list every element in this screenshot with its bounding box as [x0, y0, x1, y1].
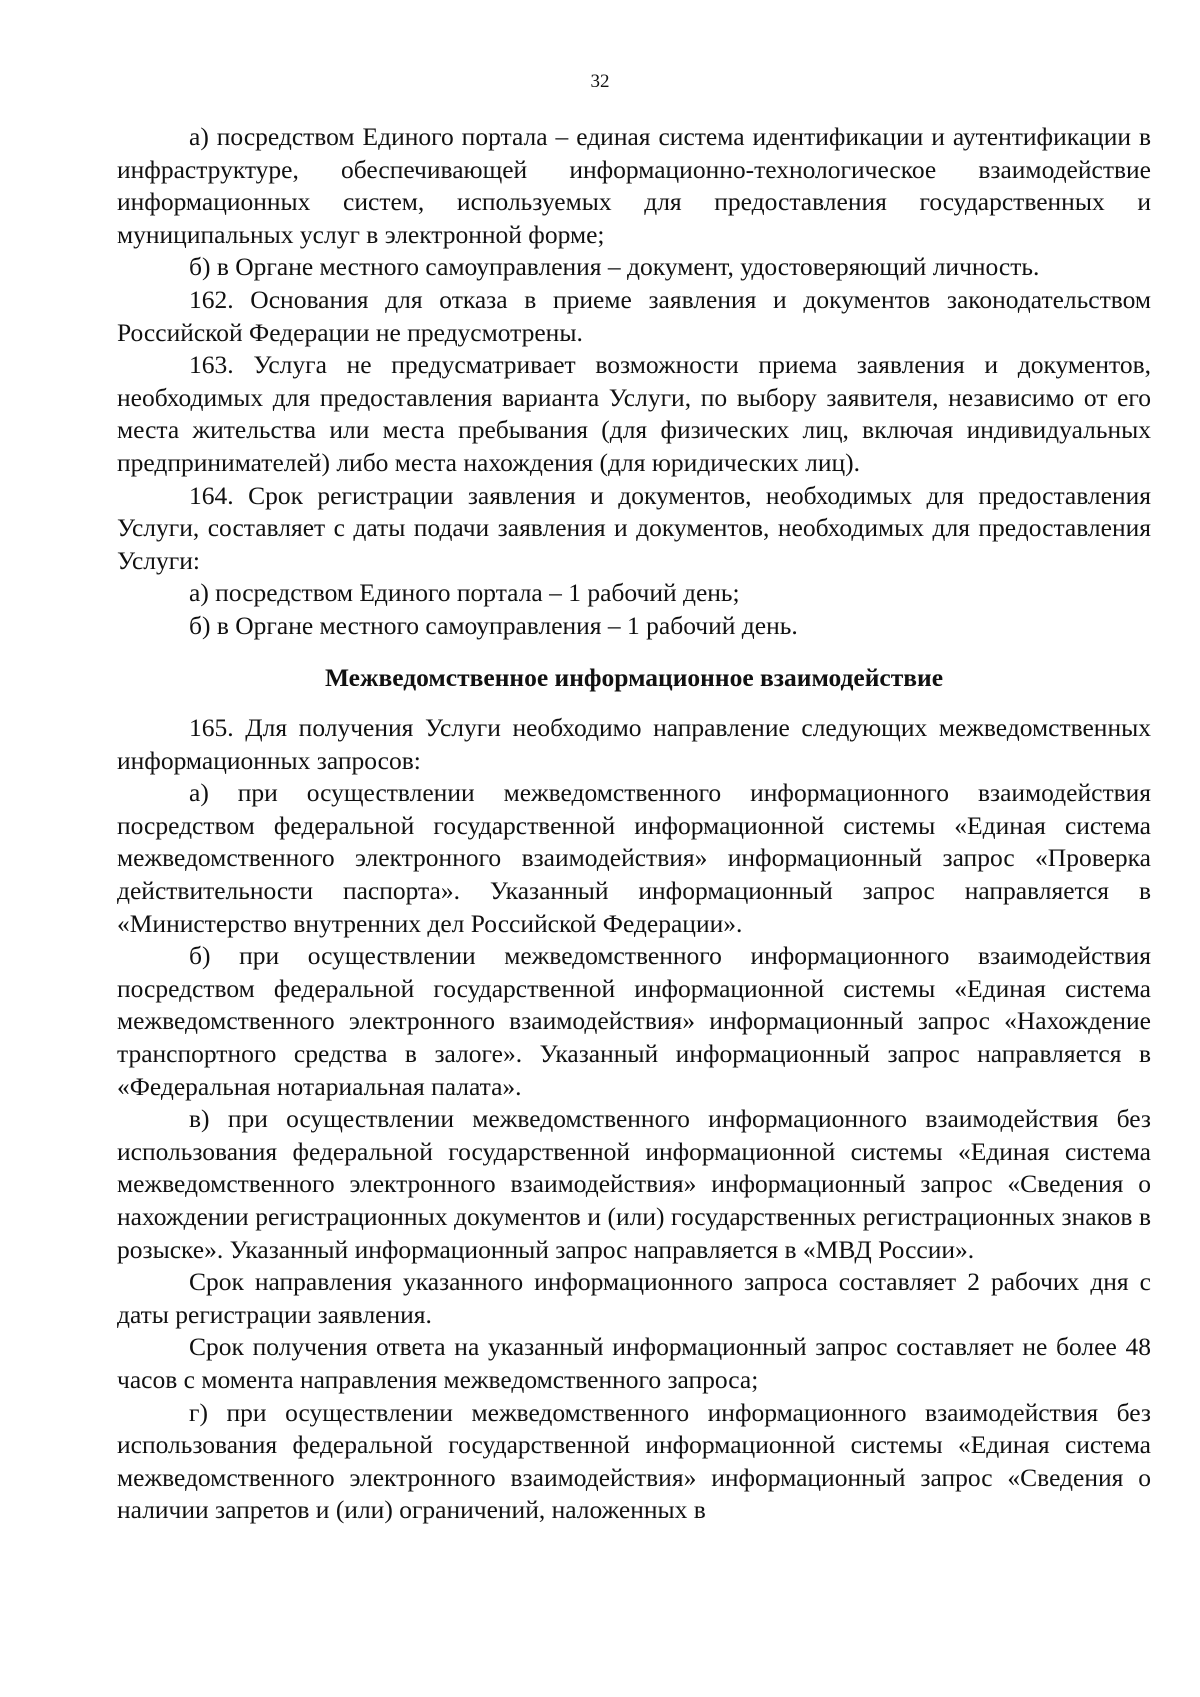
page-number: 32	[590, 71, 610, 92]
paragraph: Срок направления указанного информационного запроса составляет 2 рабочих дня с даты регистрации заявления.	[117, 1267, 1151, 1329]
paragraph: в) при осуществлении межведомственного информационного взаимодействия без использования федеральной государственной информационной системы «Единая система межведомственного электронного взаимодействия» информационный запрос «Сведения о нахождении регистрационных документов и (или) государственных регистрационных знаков в розыске». Указанный информационный запрос направляется в «МВД России».	[117, 1104, 1151, 1264]
paragraph: г) при осуществлении межведомственного информационного взаимодействия без использования федеральной государственной информационной системы «Единая система межведомственного электронного взаимодействия» информационный запрос «Сведения о наличии запретов и (или) ограничений, наложенных в	[117, 1397, 1151, 1525]
document-body	[117, 121, 1151, 1527]
paragraph: а) при осуществлении межведомственного информационного взаимодействия посредством федеральной государственной информационной системы «Единая система межведомственного электронного взаимодействия» информационный запрос «Проверка действительности паспорта». Указанный информационный запрос направляется в «Министерство внутренних дел Российской Федерации».	[117, 778, 1151, 938]
paragraph: а) посредством Единого портала – 1 рабочий день;	[189, 578, 740, 608]
paragraph: 165. Для получения Услуги необходимо направление следующих межведомственных информационных запросов:	[117, 713, 1151, 775]
paragraph: б) в Органе местного самоуправления – 1 рабочий день.	[189, 610, 798, 640]
paragraph: б) в Органе местного самоуправления – документ, удостоверяющий личность.	[189, 252, 1040, 282]
paragraph: а) посредством Единого портала – единая система идентификации и аутентификации в инфраструктуре, обеспечивающей информационно-технологическое взаимодействие информационных систем, используемых для предоставления государственных и муниципальных услуг в электронной форме;	[117, 122, 1151, 249]
paragraph: б) при осуществлении межведомственного информационного взаимодействия посредством федеральной государственной информационной системы «Единая система межведомственного электронного взаимодействия» информационный запрос «Нахождение транспортного средства в залоге». Указанный информационный запрос направляется в «Федеральная нотариальная палата».	[117, 941, 1151, 1101]
paragraph: 163. Услуга не предусматривает возможности приема заявления и документов, необходимых для предоставления варианта Услуги, по выбору заявителя, независимо от его места жительства или места пребывания (для физических лиц, включая индивидуальных предпринимателей) либо места нахождения (для юридических лиц).	[117, 350, 1151, 477]
paragraph: 164. Срок регистрации заявления и документов, необходимых для предоставления Услуги, составляет с даты подачи заявления и документов, необходимых для предоставления Услуги:	[117, 480, 1151, 575]
section-heading: Межведомственное информационное взаимодействие	[324, 662, 944, 692]
paragraph: Срок получения ответа на указанный информационный запрос составляет не более 48 часов с момента направления межведомственного запроса;	[117, 1332, 1151, 1394]
paragraph: 162. Основания для отказа в приеме заявления и документов законодательством Российской Федерации не предусмотрены.	[117, 284, 1151, 347]
